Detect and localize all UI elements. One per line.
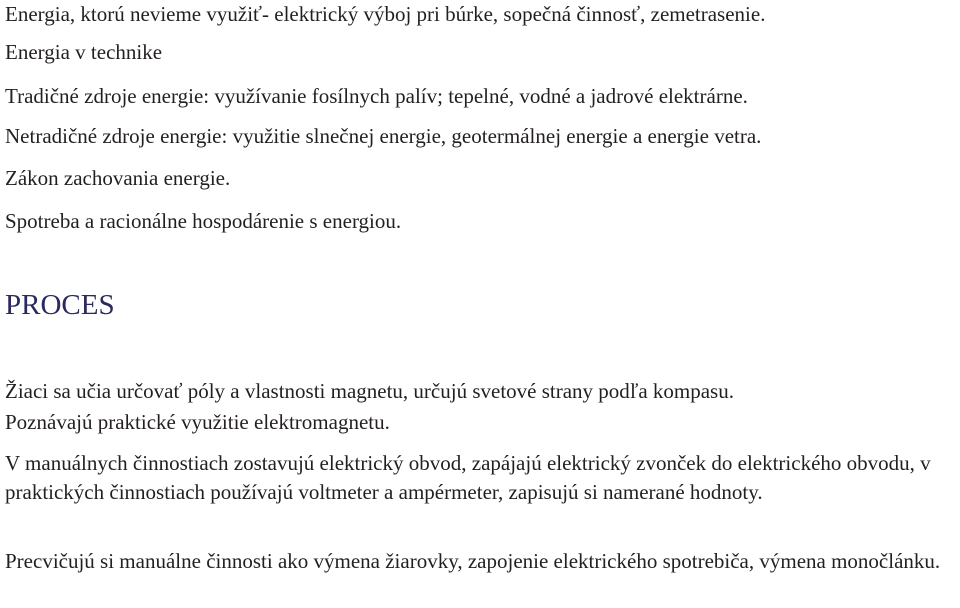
paragraph-practice-activities: Precvičujú si manuálne činnosti ako výmena žiarovky, zapojenie elektrického spotrebiča, výmena monočlánku. (5, 549, 941, 573)
text-line-energy-unused: Energia, ktorú nevieme využiť- elektrický výboj pri búrke, sopečná činnosť, zemetrasenie. (5, 2, 766, 26)
text-line-nontraditional-sources: Netradičné zdroje energie: využitie slnečnej energie, geotermálnej energie a energie vetra. (5, 124, 762, 148)
text-line-conservation-law: Zákon zachovania energie. (5, 166, 231, 190)
text-line-traditional-sources: Tradičné zdroje energie: využívanie fosílnych palív; tepelné, vodné a jadrové elektrárne. (5, 84, 748, 108)
section-heading-proces: PROCES (5, 289, 115, 321)
text-line-energy-consumption: Spotreba a racionálne hospodárenie s energiou. (5, 209, 402, 233)
text-line-magnet-poles: Žiaci sa učia určovať póly a vlastnosti magnetu, určujú svetové strany podľa kompasu. (5, 379, 734, 403)
text-line-energy-technology: Energia v technike (5, 40, 163, 64)
paragraph-manual-activities: V manuálnych činnostiach zostavujú elektrický obvod, zapájajú elektrický zvonček do elektrického obvodu, v praktických činnostiach používajú voltmeter a ampérmeter, zapisujú si namerané hodnoty. (5, 451, 931, 504)
text-line-electromagnet-use: Poznávajú praktické využitie elektromagnetu. (5, 410, 390, 434)
